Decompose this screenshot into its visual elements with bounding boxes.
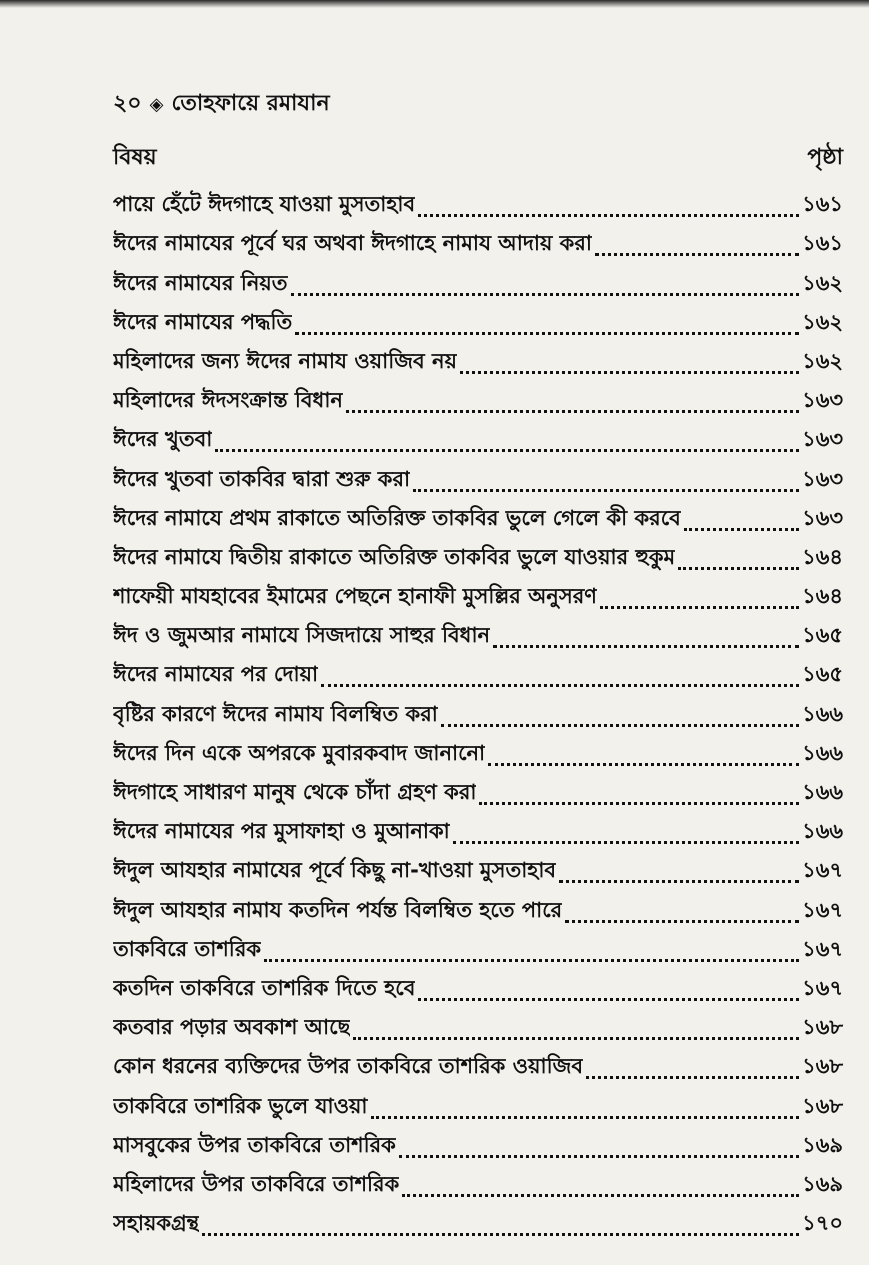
dot-leader <box>215 449 799 452</box>
toc-entry <box>113 576 843 615</box>
toc-entry-page: ১৬৭ <box>802 975 843 1000</box>
toc-entry-page: ১৬৮ <box>802 1054 843 1079</box>
toc-entry <box>113 419 843 458</box>
toc-entry-title: সহায়কগ্রন্থ <box>113 1211 200 1236</box>
toc-entry-page: ১৬২ <box>802 270 843 295</box>
dot-leader <box>559 880 799 883</box>
toc-entry <box>113 1046 843 1085</box>
toc-entry-title: ঈদের খুতবা <box>113 427 213 452</box>
dot-leader <box>291 293 800 296</box>
dot-leader <box>402 1194 799 1197</box>
toc-entry-title: পায়ে হেঁটে ঈদগাহে যাওয়া মুসতাহাব <box>113 192 416 217</box>
toc-entry <box>113 1125 843 1164</box>
toc-entry-page: ১৬৬ <box>802 701 843 726</box>
toc-entry <box>113 733 843 772</box>
toc-column-headers <box>113 140 843 177</box>
toc-entry <box>113 262 843 301</box>
toc-entry-title: মাসবুকের উপর তাকবিরে তাশরিক <box>113 1132 396 1157</box>
toc-entry-page: ১৬৭ <box>802 936 843 961</box>
dot-leader <box>684 528 799 531</box>
toc-entry-page: ১৬১ <box>802 231 843 256</box>
table-of-contents <box>113 184 843 1242</box>
toc-entry-title: ঈদের নামাযের পদ্ধতি <box>113 309 293 334</box>
dot-leader <box>586 1076 799 1079</box>
dot-leader <box>565 920 799 923</box>
toc-entry <box>113 184 843 223</box>
toc-entry-page: ১৬৮ <box>802 1093 843 1118</box>
dot-leader <box>678 567 799 570</box>
toc-entry-page: ১৬৫ <box>802 662 843 687</box>
toc-entry <box>113 341 843 380</box>
toc-entry <box>113 889 843 928</box>
dot-leader <box>493 645 799 648</box>
toc-entry-page: ১৬৯ <box>802 1132 843 1157</box>
toc-entry-page: ১৬২ <box>802 309 843 334</box>
dot-leader <box>441 724 799 727</box>
toc-entry-page: ১৬৬ <box>802 780 843 804</box>
toc-entry-page: ১৬৯ <box>802 1171 843 1196</box>
toc-entry-title: ঈদুল আযহার নামায কতদিন পর্যন্ত বিলম্বিত হতে পারে <box>113 897 563 922</box>
dot-leader <box>295 332 799 335</box>
toc-entry-title: ঈদুল আযহার নামাযের পূর্বে কিছু না-খাওয়া মুসতাহাব <box>113 858 557 883</box>
toc-entry <box>113 811 843 850</box>
dot-leader <box>321 684 799 687</box>
dot-leader <box>600 606 799 609</box>
toc-entry-title: ঈদ ও জুমআর নামাযে সিজদায়ে সাহুর বিধান <box>113 623 491 648</box>
dot-leader <box>353 1037 799 1040</box>
toc-entry <box>113 1085 843 1124</box>
toc-entry-title: মহিলাদের উপর তাকবিরে তাশরিক <box>113 1171 400 1196</box>
dot-leader <box>488 763 799 766</box>
toc-entry-title: বৃষ্টির কারণে ঈদের নামায বিলম্বিত করা <box>113 701 438 726</box>
dot-leader <box>346 410 799 413</box>
subject-column-header: বিষয় <box>113 145 157 170</box>
book-title: তোহফায়ে রমাযান <box>171 91 330 116</box>
toc-entry <box>113 302 843 341</box>
page-edge-shadow <box>0 0 869 8</box>
toc-entry <box>113 537 843 576</box>
dot-leader <box>413 489 799 492</box>
diamond-ornament-icon: ◈ <box>149 94 164 115</box>
dot-leader <box>460 371 799 374</box>
toc-entry-page: ১৬৪ <box>802 544 843 569</box>
toc-entry-title: ঈদের নামাযে প্রথম রাকাতে অতিরিক্ত তাকবির ভুলে গেলে কী করবে <box>113 505 681 530</box>
toc-entry-title: ঈদের দিন একে অপরকে মুবারকবাদ জানানো <box>113 740 486 765</box>
page-column-header: পৃষ্ঠা <box>807 145 843 170</box>
toc-entry <box>113 615 843 654</box>
toc-entry-page: ১৬৫ <box>802 623 843 648</box>
toc-entry <box>113 1164 843 1203</box>
toc-entry-page: ১৬৭ <box>802 858 843 883</box>
running-header <box>113 86 330 123</box>
header-page-number: ২০ <box>113 91 142 116</box>
toc-entry <box>113 498 843 537</box>
toc-entry-page: ১৬৩ <box>802 427 843 452</box>
dot-leader <box>418 214 799 217</box>
toc-entry <box>113 850 843 889</box>
toc-entry-page: ১৬৪ <box>802 584 843 609</box>
dot-leader <box>264 959 799 962</box>
toc-entry-title: ঈদের নামাযের নিয়ত <box>113 270 288 295</box>
toc-entry-title: তাকবিরে তাশরিক <box>113 936 262 961</box>
dot-leader <box>453 841 799 844</box>
toc-entry-title: ঈদের খুতবা তাকবির দ্বারা শুরু করা <box>113 466 411 491</box>
toc-entry-title: মহিলাদের জন্য ঈদের নামায ওয়াজিব নয় <box>113 348 457 373</box>
toc-entry-title: মহিলাদের ঈদসংক্রান্ত বিধান <box>113 388 343 413</box>
dot-leader <box>418 998 799 1001</box>
dot-leader <box>371 1116 800 1119</box>
toc-entry-page: ১৬৭ <box>802 897 843 922</box>
toc-entry-title: তাকবিরে তাশরিক ভুলে যাওয়া <box>113 1093 368 1118</box>
dot-leader <box>399 1155 799 1158</box>
toc-entry-title: ঈদগাহে সাধারণ মানুষ থেকে চাঁদা গ্রহণ করা <box>113 780 477 804</box>
toc-entry <box>113 654 843 693</box>
toc-entry <box>113 458 843 497</box>
toc-entry-title: ঈদের নামাযের পর দোয়া <box>113 662 319 687</box>
toc-entry <box>113 929 843 968</box>
toc-entry-page: ১৬৮ <box>802 1015 843 1040</box>
toc-entry <box>113 1007 843 1046</box>
toc-entry-title: ঈদের নামাযে দ্বিতীয় রাকাতে অতিরিক্ত তাকবির ভুলে যাওয়ার হুকুম <box>113 544 676 569</box>
toc-entry-title: ঈদের নামাযের পূর্বে ঘর অথবা ঈদগাহে নামায আদায় করা <box>113 231 593 256</box>
toc-entry-title: শাফেয়ী মাযহাবের ইমামের পেছনে হানাফী মুসল্লির অনুসরণ <box>113 584 597 609</box>
toc-entry-page: ১৭০ <box>802 1211 843 1236</box>
toc-entry-title: কোন ধরনের ব্যক্তিদের উপর তাকবিরে তাশরিক ওয়াজিব <box>113 1054 584 1079</box>
dot-leader <box>479 802 799 805</box>
toc-entry-title: কতদিন তাকবিরে তাশরিক দিতে হবে <box>113 975 416 1000</box>
toc-entry-page: ১৬২ <box>802 348 843 373</box>
toc-entry-page: ১৬৩ <box>802 505 843 530</box>
toc-entry <box>113 380 843 419</box>
toc-entry-title: ঈদের নামাযের পর মুসাফাহা ও মুআনাকা <box>113 819 450 844</box>
toc-entry-title: কতবার পড়ার অবকাশ আছে <box>113 1015 351 1040</box>
dot-leader <box>595 253 799 256</box>
toc-entry-page: ১৬৬ <box>802 740 843 765</box>
toc-entry-page: ১৬১ <box>802 192 843 217</box>
toc-entry <box>113 693 843 732</box>
toc-entry-page: ১৬৩ <box>802 388 843 413</box>
toc-entry-page: ১৬৬ <box>802 819 843 844</box>
toc-entry <box>113 968 843 1007</box>
toc-entry <box>113 223 843 262</box>
toc-entry <box>113 772 843 811</box>
toc-entry-page: ১৬৩ <box>802 466 843 491</box>
toc-entry <box>113 1203 843 1242</box>
dot-leader <box>202 1233 799 1236</box>
